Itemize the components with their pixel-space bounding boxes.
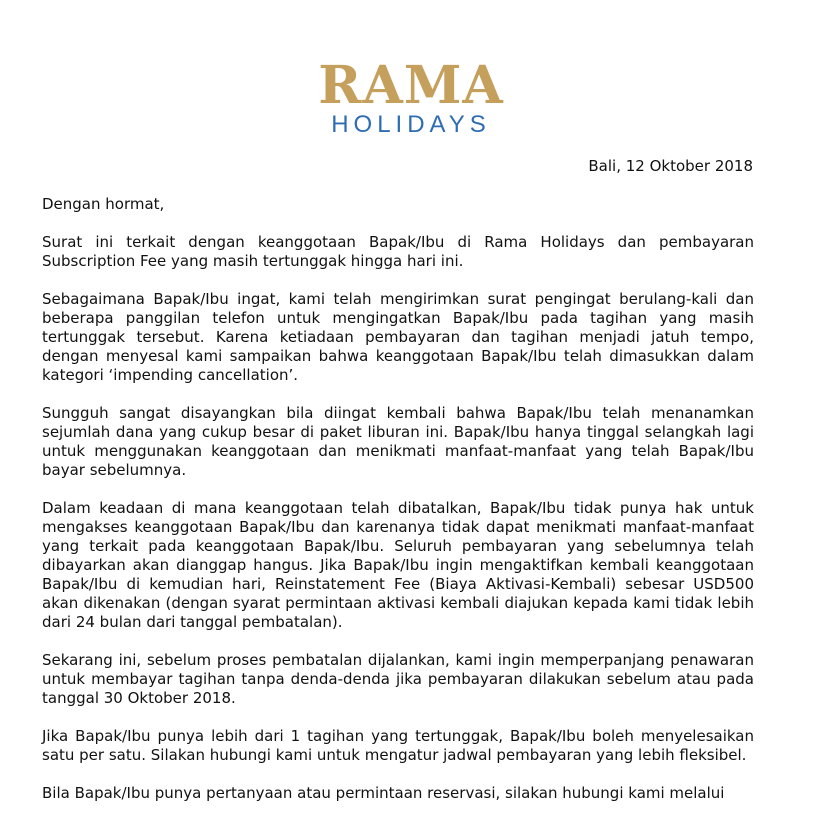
paragraph: Bila Bapak/Ibu punya pertanyaan atau permintaan reservasi, silakan hubungi kami melalui [42, 784, 725, 802]
paragraph: Sekarang ini, sebelum proses pembatalan dijalankan, kami ingin memperpanjang penawaran untuk membayar tagihan tanpa denda-denda jika pembayaran dilakukan sebelum atau pada tanggal 30 Oktober 2018. [42, 651, 754, 707]
salutation: Dengan hormat, [42, 195, 165, 213]
company-logo [0, 55, 822, 138]
logo-subtitle: HOLIDAYS [331, 111, 491, 138]
paragraph: Sungguh sangat disayangkan bila diingat kembali bahwa Bapak/Ibu telah menanamkan sejumlah dana yang cukup besar di paket liburan ini. Bapak/Ibu hanya tinggal selangkah lagi untuk menggunakan keanggotaan dan menikmati manfaat-manfaat yang telah Bapak/Ibu bayar sebelumnya. [42, 404, 754, 479]
paragraph: Dalam keadaan di mana keanggotaan telah dibatalkan, Bapak/Ibu tidak punya hak untuk mengakses keanggotaan Bapak/Ibu dan karenanya tidak dapat menikmati manfaat-manfaat yang terkait pada keanggotaan Bapak/Ibu. Seluruh pembayaran yang sebelumnya telah dibayarkan akan dianggap hangus. Jika Bapak/Ibu ingin mengaktifkan kembali keanggotaan Bapak/Ibu di kemudian hari, Reinstatement Fee (Biaya Aktivasi-Kembali) sebesar USD500 akan dikenakan (dengan syarat permintaan aktivasi kembali diajukan kepada kami tidak lebih dari 24 bulan dari tanggal pembatalan). [42, 499, 754, 631]
paragraph: Surat ini terkait dengan keanggotaan Bapak/Ibu di Rama Holidays dan pembayaran Subscription Fee yang masih tertunggak hingga hari ini. [42, 233, 754, 270]
logo-wordmark: RAMA [318, 55, 504, 116]
paragraph: Sebagaimana Bapak/Ibu ingat, kami telah mengirimkan surat pengingat berulang-kali dan beberapa panggilan telefon untuk mengingatkan Bapak/Ibu pada tagihan yang masih tertunggak tersebut. Karena ketiadaan pembayaran dan tagihan menjadi jatuh tempo, dengan menyesal kami sampaikan bahwa keanggotaan Bapak/Ibu telah dimasukkan dalam kategori ‘impending cancellation’. [42, 290, 754, 384]
paragraph: Jika Bapak/Ibu punya lebih dari 1 tagihan yang tertunggak, Bapak/Ibu boleh menyelesaikan satu per satu. Silakan hubungi kami untuk mengatur jadwal pembayaran yang lebih fleksibel. [42, 727, 754, 764]
letter-date: Bali, 12 Oktober 2018 [588, 157, 753, 175]
letter-body [42, 195, 754, 822]
